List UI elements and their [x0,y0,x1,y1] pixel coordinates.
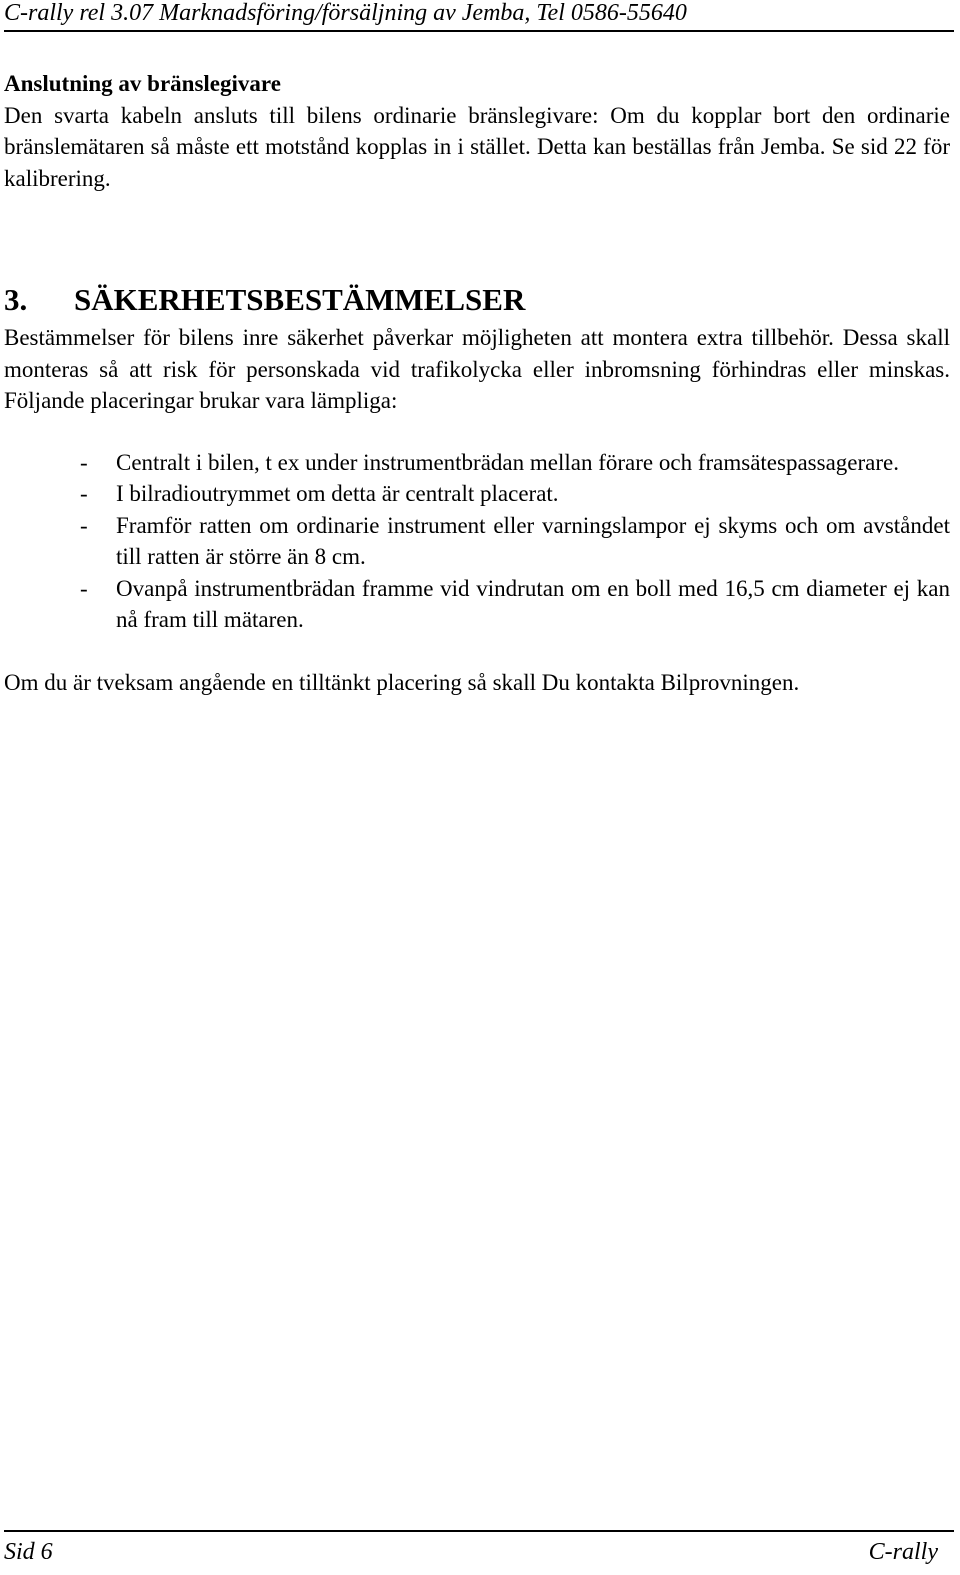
footer-product-name: C-rally [868,1539,938,1565]
closing-note: Om du är tveksam angående en tilltänkt placering så skall Du kontakta Bilprovningen. [4,669,800,695]
list-item-text: Centralt i bilen, t ex under instrumentbrädan mellan förare och framsätespassagerare. [116,449,899,475]
list-item-text: Ovanpå instrumentbrädan framme vid vindrutan om en boll med 16,5 cm diameter ej kan nå fram till mätaren. [116,575,950,632]
section-title [4,282,950,318]
header-text: C-rally rel 3.07 Marknadsföring/försäljning av Jemba, Tel 0586-55640 [4,0,687,26]
list-item [4,478,950,510]
page-header [4,0,954,32]
page-number: Sid 6 [4,1539,53,1565]
page-content [4,68,950,698]
list-item [4,447,950,479]
list-bullet: - [80,512,88,538]
list-item [4,510,950,573]
section-title-text: SÄKERHETSBESTÄMMELSER [74,282,526,317]
fuel-sensor-heading: Anslutning av bränslegivare [4,71,281,96]
list-item [4,573,950,636]
list-item-text: I bilradioutrymmet om detta är centralt placerat. [116,481,559,506]
list-bullet: - [80,449,88,475]
placement-list [4,447,950,636]
list-item-text: Framför ratten om ordinarie instrument eller varningslampor ej skyms och om avståndet till ratten är större än 8 cm. [116,512,950,569]
section-number: 3. [4,282,28,317]
fuel-sensor-body: Den svarta kabeln ansluts till bilens ordinarie bränslegivare: Om du kopplar bort den ordinarie bränslemätaren så måste ett motstånd kopplas in i stället. Detta kan beställas från Jemba. Se sid 22 för kalibrering. [4,102,950,191]
list-bullet: - [80,575,88,601]
page-footer [4,1530,954,1572]
section-intro: Bestämmelser för bilens inre säkerhet påverkar möjligheten att montera extra tillbehör. Dessa skall monteras så att risk för personskada vid trafikolycka eller inbromsning förhindras eller minskas. Följande placeringar brukar vara lämpliga: [4,325,950,413]
list-bullet: - [80,481,88,506]
